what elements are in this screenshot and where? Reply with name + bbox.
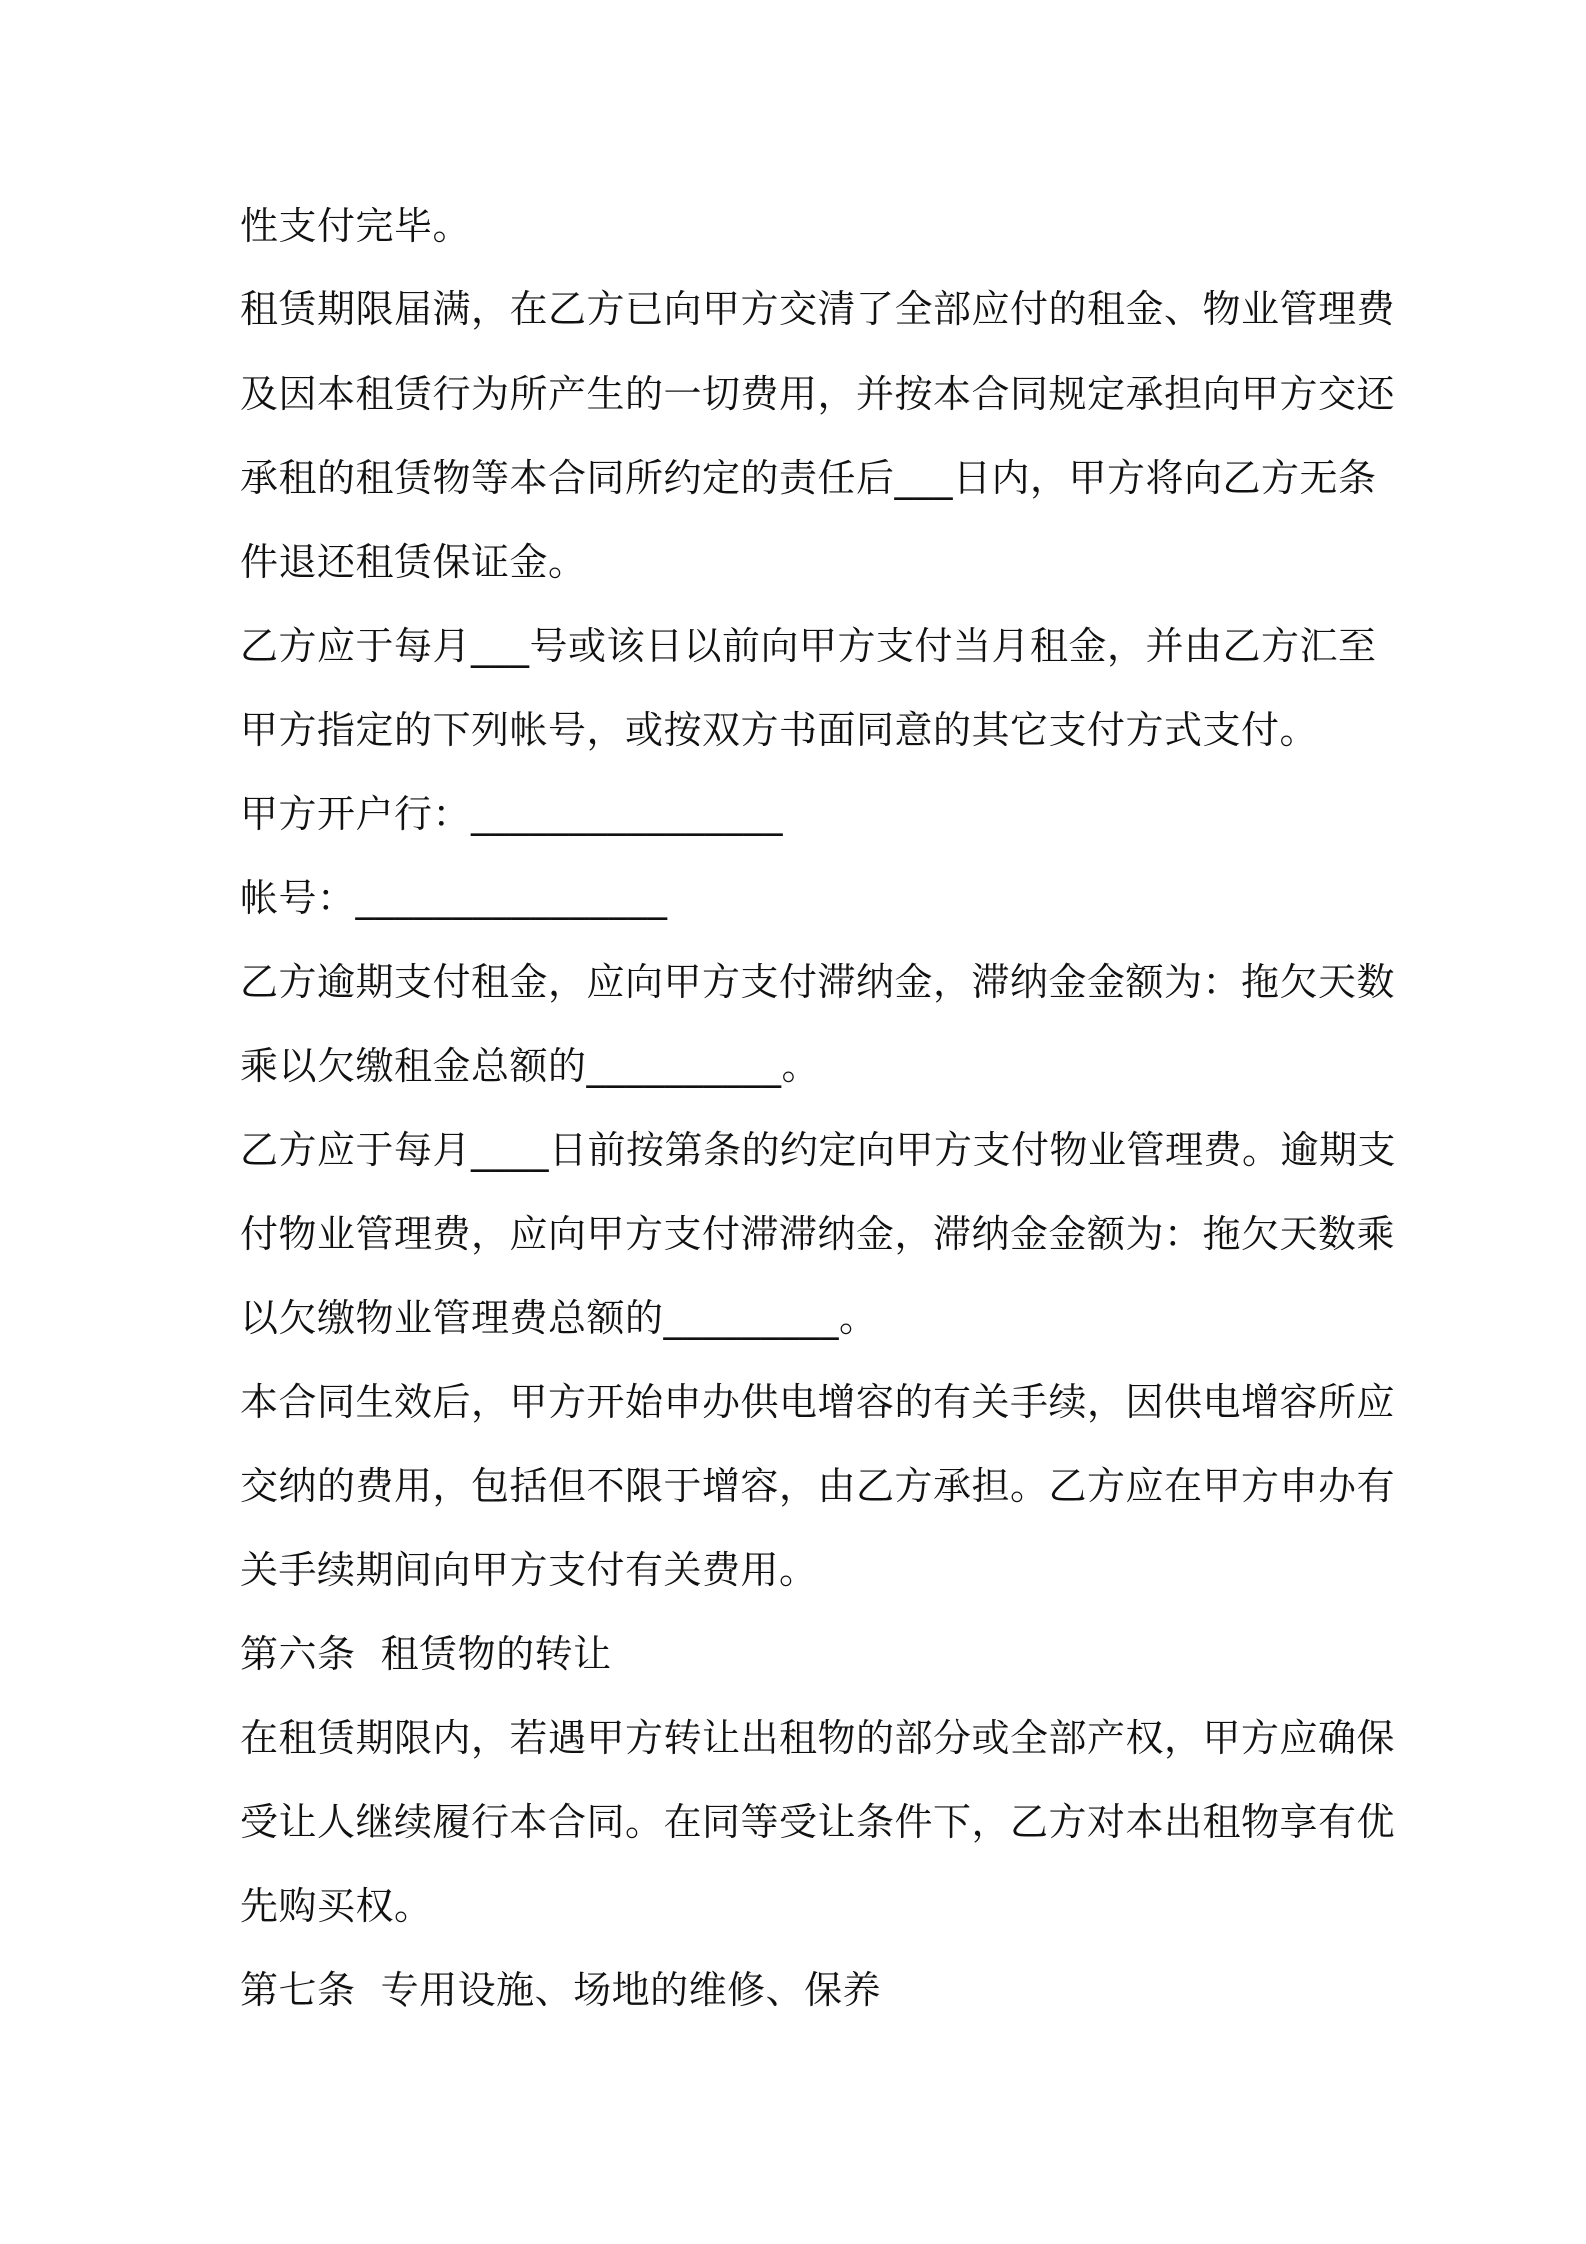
- paragraph-line: 本合同生效后，甲方开始申办供电增容的有关手续，因供电增容所应: [240, 1380, 1396, 1424]
- paragraph-line: 件退还租赁保证金。: [240, 540, 587, 584]
- paragraph-line: 先购买权。: [240, 1884, 433, 1928]
- paragraph-line: 乘以欠缴租金总额的__________。: [240, 1044, 821, 1088]
- paragraph-line: 乙方应于每月___号或该日以前向甲方支付当月租金，并由乙方汇至: [240, 624, 1377, 668]
- paragraph-line: 性支付完毕。: [240, 204, 472, 248]
- account-field-line: 帐号：________________: [240, 876, 668, 920]
- paragraph-line: 受让人继续履行本合同。在同等受让条件下，乙方对本出租物享有优: [240, 1800, 1396, 1844]
- paragraph-line: 关手续期间向甲方支付有关费用。: [240, 1548, 818, 1592]
- paragraph-line: 乙方逾期支付租金，应向甲方支付滞纳金，滞纳金金额为：拖欠天数: [240, 960, 1396, 1004]
- paragraph-line: 租赁期限届满，在乙方已向甲方交清了全部应付的租金、物业管理费: [240, 287, 1396, 331]
- paragraph-line: 在租赁期限内，若遇甲方转让出租物的部分或全部产权，甲方应确保: [240, 1716, 1396, 1760]
- paragraph-line: 以欠缴物业管理费总额的_________。: [240, 1296, 878, 1340]
- paragraph-line: 承租的租赁物等本合同所约定的责任后___日内，甲方将向乙方无条: [240, 456, 1377, 500]
- bank-field-line: 甲方开户行：________________: [240, 792, 784, 836]
- section-heading-article-7: 第七条 专用设施、场地的维修、保养: [240, 1968, 882, 2012]
- paragraph-line: 乙方应于每月____日前按第条的约定向甲方支付物业管理费。逾期支: [240, 1128, 1397, 1172]
- paragraph-line: 及因本租赁行为所产生的一切费用，并按本合同规定承担向甲方交还: [240, 372, 1396, 416]
- paragraph-line: 交纳的费用，包括但不限于增容，由乙方承担。乙方应在甲方申办有: [240, 1464, 1396, 1508]
- paragraph-line: 甲方指定的下列帐号，或按双方书面同意的其它支付方式支付。: [240, 708, 1319, 752]
- paragraph-line: 付物业管理费，应向甲方支付滞滞纳金，滞纳金金额为：拖欠天数乘: [240, 1212, 1396, 1256]
- section-heading-article-6: 第六条 租赁物的转让: [240, 1632, 612, 1676]
